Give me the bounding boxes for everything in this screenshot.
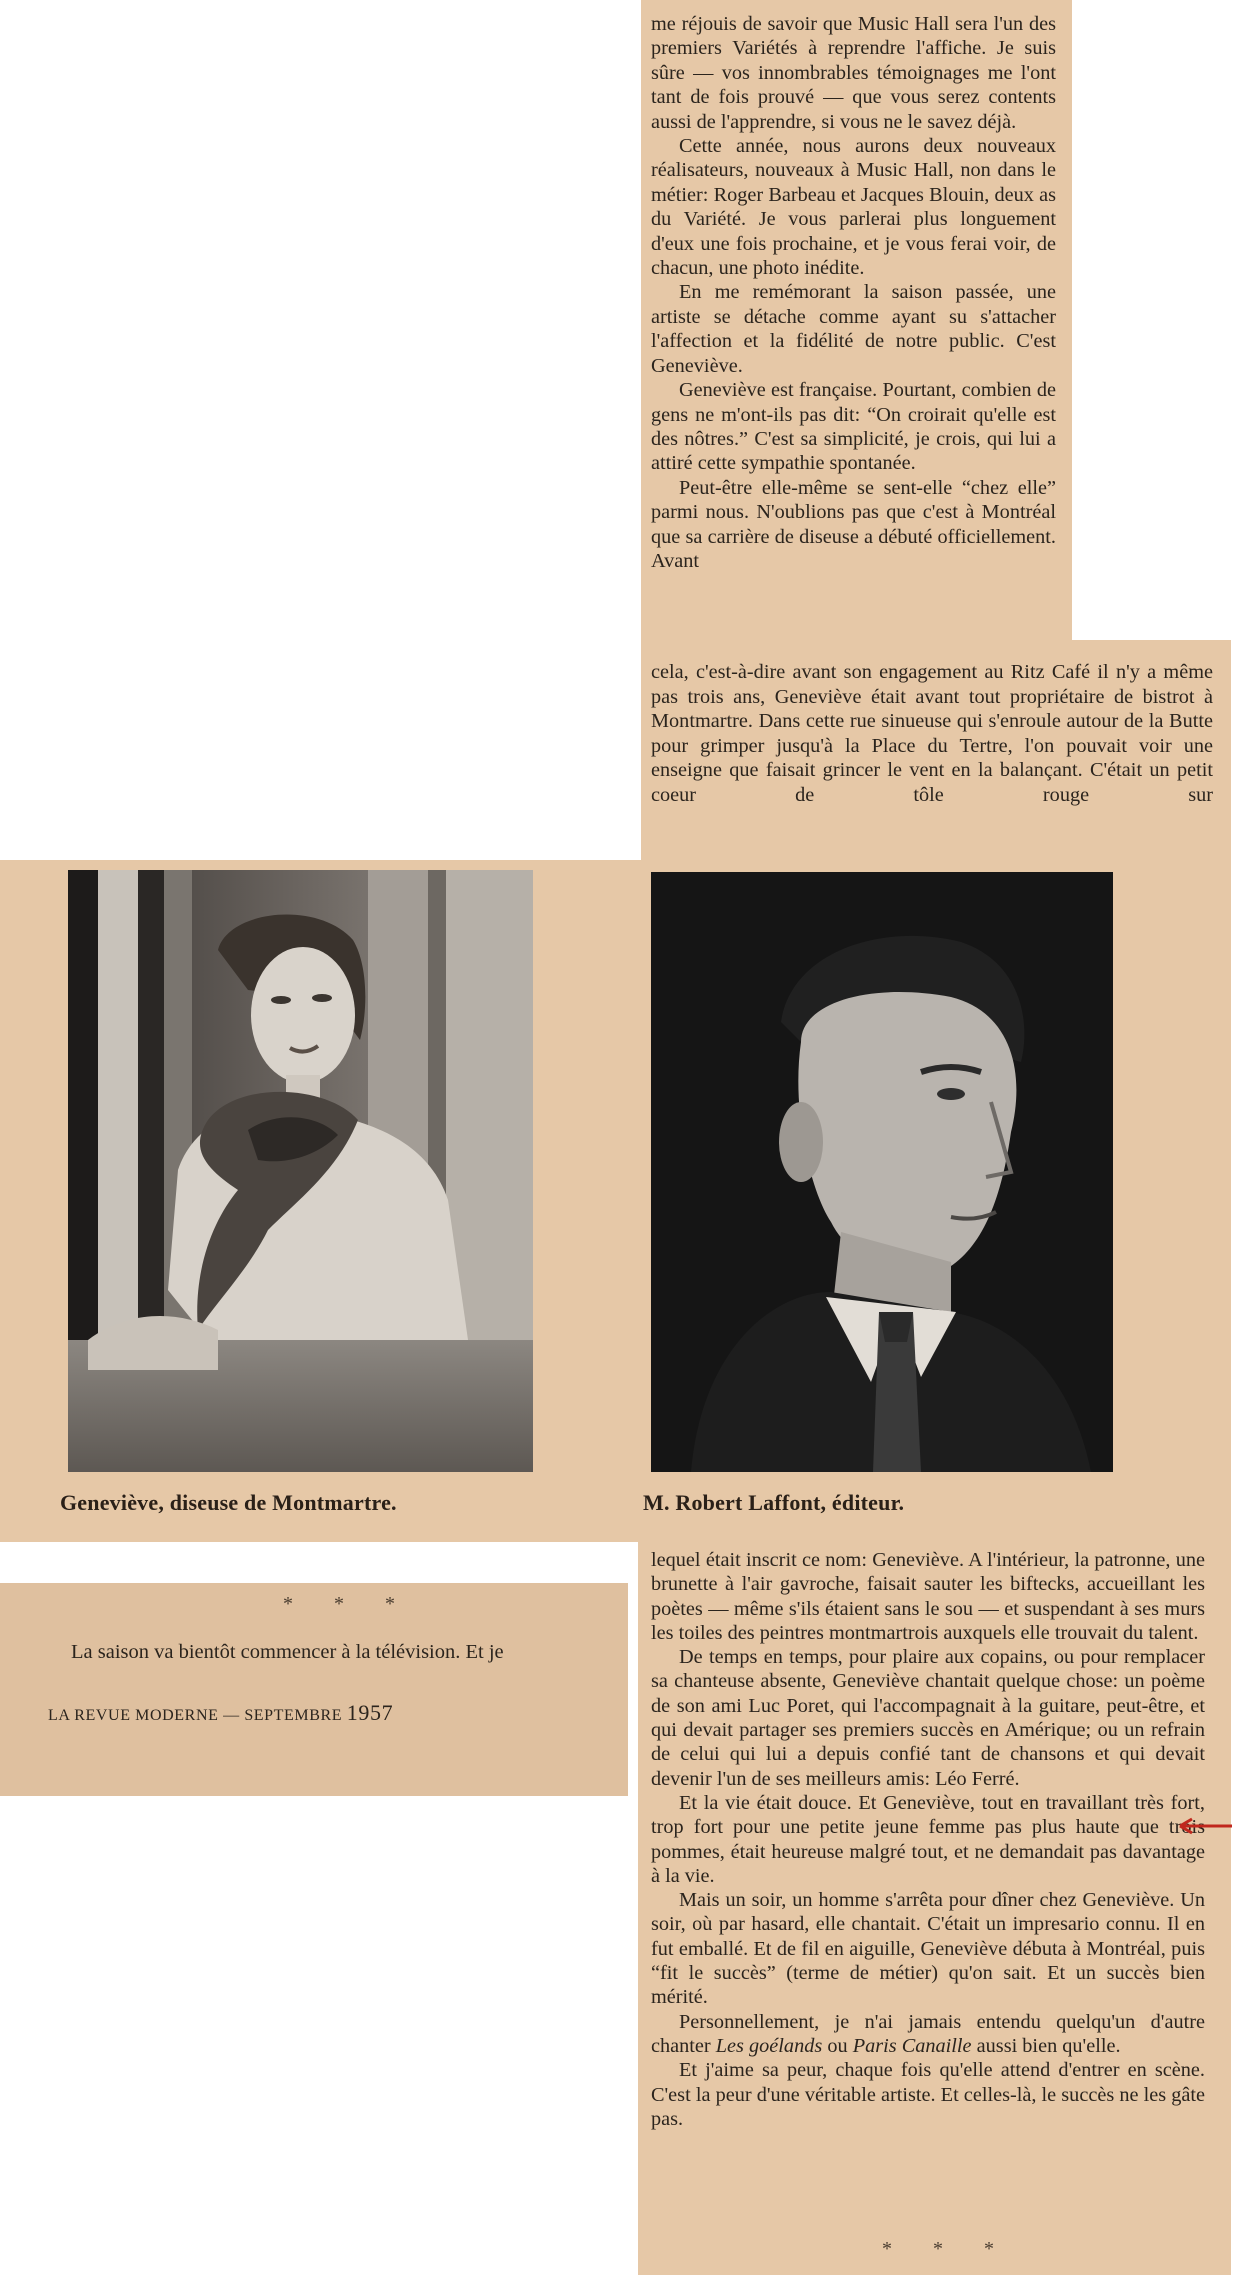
text-run: aussi bien qu'elle. bbox=[976, 2034, 1121, 2057]
genevieve-photo bbox=[68, 870, 533, 1472]
paragraph: Et la vie était douce. Et Geneviève, tout en travaillant très fort, trop fort pour une petite jeune femme pas plus haute que trois pommes, était heureuse malgré tout, et ne demandait pas davantage à la vie. bbox=[651, 1791, 1205, 1887]
song-title: Paris Canaille bbox=[852, 2034, 972, 2057]
paragraph: cela, c'est-à-dire avant son engagement au Ritz Café il n'y a même pas trois ans, Geneviève était avant tout propriétaire de bistrot à Montmartre. Dans cette rue sinueuse qui s'enroule autour de la Butte pour grimper jusqu'à la Place du Tertre, l'on pouvait voir une enseigne que faisait grincer le vent en la balançant. C'était un petit coeur de tôle rouge sur bbox=[651, 661, 1213, 806]
paragraph: Et j'aime sa peur, chaque fois qu'elle attend d'entrer en scène. C'est la peur d'une véritable artiste. Et celles-là, le succès ne les gâte pas. bbox=[651, 2059, 1205, 2130]
robert-laffont-photo bbox=[651, 872, 1113, 1472]
robert-laffont-photo-image bbox=[651, 872, 1113, 1472]
genevieve-photo-image bbox=[68, 870, 533, 1472]
song-title: Les goélands bbox=[715, 2034, 823, 2057]
wide-article-continuation bbox=[651, 660, 1213, 808]
paragraph: Geneviève est française. Pourtant, combien de gens ne m'ont-ils pas dit: “On croirait qu'elle est des nôtres.” C'est sa simplicité, je crois, qui lui a attiré cette sympathie spontanée. bbox=[651, 379, 1056, 475]
text-run: Personnellement, je n'ai jamais entendu quelqu'un d'autre chanter bbox=[651, 2010, 1205, 2057]
paragraph: Peut-être elle-même se sent-elle “chez elle” parmi nous. N'oublions pas que c'est à Montréal que sa carrière de diseuse a débuté officiellement. Avant bbox=[651, 476, 1056, 572]
paragraph: En me remémorant la saison passée, une artiste se détache comme ayant su s'attacher l'affection et la fidélité de notre public. C'est Geneviève. bbox=[651, 281, 1056, 377]
paragraph bbox=[651, 2010, 1205, 2059]
text-run: ou bbox=[827, 2034, 848, 2057]
issue-month: SEPTEMBRE bbox=[244, 1707, 343, 1724]
robert-laffont-caption: M. Robert Laffont, éditeur. bbox=[643, 1490, 905, 1515]
television-intro-sentence: La saison va bientôt commencer à la télévision. Et je bbox=[71, 1641, 504, 1663]
top-article-column bbox=[651, 12, 1056, 573]
section-break-stars: * * * bbox=[283, 1593, 413, 1615]
genevieve-caption: Geneviève, diseuse de Montmartre. bbox=[60, 1490, 397, 1515]
paragraph: Mais un soir, un homme s'arrêta pour dîner chez Geneviève. Un soir, où par hasard, elle chantait. C'était un impresario connu. Il en fut emballé. Et de fil en aiguille, Geneviève débuta à Montréal, puis “fit le succès” (terme de métier) qu'on sait. Et un succès bien mérité. bbox=[651, 1889, 1205, 2009]
paragraph: De temps en temps, pour plaire aux copains, ou pour remplacer sa chanteuse absente, Geneviève chantait quelque chose: un poème de son ami Luc Poret, qui l'accompagnait à la guitare, peut-être, et qui devait partager ses premiers succès en Amérique; ou un refrain de celui qui lui a depuis confié tant de chansons et qui devait devenir l'un de ses meilleurs amis: Léo Ferré. bbox=[651, 1646, 1205, 1790]
magazine-name: LA REVUE MODERNE bbox=[48, 1707, 219, 1724]
paragraph: lequel était inscrit ce nom: Geneviève. A l'intérieur, la patronne, une brunette à l'air gavroche, faisait sauter les biftecks, accueillant les poètes — même s'ils étaient sans le sou — et suspendant à ses murs les toiles des peintres montmartrois auxquels elle trouvait du talent. bbox=[651, 1549, 1205, 1644]
bottom-article-column bbox=[651, 1548, 1205, 2131]
footer-dash: — bbox=[223, 1707, 240, 1724]
paragraph: me réjouis de savoir que Music Hall sera l'un des premiers Variétés à reprendre l'affiche. Je suis sûre — vos innombrables témoignages me l'ont tant de fois prouvé — que vous serez contents aussi de l'apprendre, si vous ne le savez déjà. bbox=[651, 13, 1056, 133]
paragraph: Cette année, nous aurons deux nouveaux réalisateurs, nouveaux à Music Hall, non dans le métier: Roger Barbeau et Jacques Blouin, deux as du Variété. Je vous parlerai plus longuement d'eux une fois prochaine, et je vous ferai voir, de chacun, une photo inédite. bbox=[651, 135, 1056, 280]
magazine-footer bbox=[48, 1700, 393, 1726]
closing-stars: * * * bbox=[882, 2238, 1012, 2260]
red-arrow-annotation bbox=[1176, 1816, 1236, 1836]
issue-year: 1957 bbox=[346, 1700, 394, 1725]
